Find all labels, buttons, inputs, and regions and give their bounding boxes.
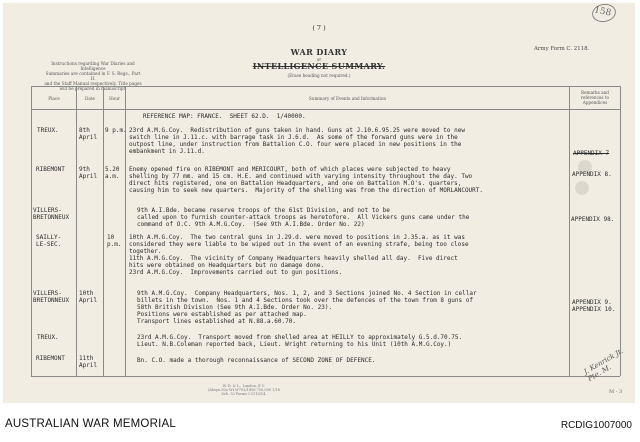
page-number: ( 7 ): [312, 24, 326, 32]
printer-imprint: W. D. & L., London, E.C. (Alwyn 50o Wt.W793/1456 750,000 1/18 Sch. 52 Forms C2118/14.: [207, 384, 281, 396]
header-hour: Hour: [109, 96, 120, 101]
entry-5-text: 9th A.M.G.Coy. Company Headquarters, Nos. 1, 2, and 3 Sections joined No. 4 Section in cellar billets in the town. Nos. 1 and 4 Sections took over the defences of the town from 8 guns of 58th British Division (See 9th A.I.Bde. Order No. 23). Positions were established as per attached map. Transport lines established at N.88.a.60.70.: [137, 290, 477, 325]
entry-3-place: VILLERS- BRETONNEUX: [33, 207, 70, 221]
right-border: [620, 86, 621, 376]
place-column-rule: [76, 86, 77, 376]
entry-3-text: 9th A.I.Bde. became reserve troops of the 61st Division, and not to be called upon to furnish counter-attack troops as heretofore. All Vickers guns came under the command of O.C. 9th A.M.G.Coy. (See 9th A.I.Bde. Order No. 22): [137, 207, 470, 228]
ink-stamp-2: [575, 181, 589, 195]
entry-7-text: Bn. C.O. made a thorough reconnaissance of SECOND ZONE OF DEFENCE.: [137, 357, 376, 364]
title-war-diary: WAR DIARY: [290, 47, 348, 57]
army-form-label: Army Form C. 2118.: [534, 46, 590, 52]
entry-1-hour: 9 p.m.: [105, 127, 127, 134]
entry-2-place: RIBEMONT: [36, 166, 65, 173]
instructions-note: Instructions regarding War Diaries and Intelligence Summaries are contained in F. S. Regs., Part II. and the Staff Manual respectively. Title pages will be prepared in manuscript.: [44, 61, 142, 91]
reference-map: REFERENCE MAP: FRANCE. SHEET 62.D. 1/40000.: [143, 113, 306, 120]
entry-7-place: RIBEMONT: [36, 355, 65, 362]
title-or: or: [316, 57, 322, 62]
entry-2-date: 9th April: [79, 166, 98, 180]
entry-5-appendices: APPENDIX 9. APPENDIX 10.: [572, 299, 616, 313]
entry-1-date: 8th April: [79, 127, 98, 141]
summary-column-rule: [569, 86, 570, 376]
handwritten-page-number: 158: [593, 5, 613, 19]
table-top-rule: [31, 86, 620, 87]
entry-1-place: TREUX.: [37, 127, 59, 134]
table-bottom-rule: [31, 376, 620, 377]
header-remarks: Remarks and references to Appendices: [580, 90, 610, 105]
diary-page: [3, 3, 635, 403]
entry-5-place: VILLERS- BRETONNEUX: [33, 290, 70, 304]
entry-6-text: 23rd A.M.G.Coy. Transport moved from shelled area at HEILLY to approximately G.5.d.70.75. Lieut. N.B.Coleman reported back, Lieut. Wright returning to his Unit (10th A.M.G.Coy.): [137, 334, 463, 348]
header-summary: Summary of Events and Information: [308, 96, 387, 101]
left-border: [31, 86, 32, 376]
header-place: Place: [48, 96, 60, 101]
header-date: Date: [84, 96, 95, 101]
archive-reference-id: RCDIG1007000: [560, 420, 632, 431]
entry-7-date: 11th April: [79, 355, 98, 369]
header-bottom-rule: [31, 109, 620, 110]
corner-mark: M - 3: [609, 389, 623, 395]
struck-appendix-7: APPENDIX 7: [573, 150, 610, 157]
erase-heading-note: (Erase heading not required.): [287, 73, 351, 78]
entry-3-appendix: APPENDIX 98.: [571, 216, 615, 223]
archive-credit: AUSTRALIAN WAR MEMORIAL: [5, 418, 176, 430]
entry-5-date: 10th April: [79, 290, 98, 304]
entry-4-hour: 10 p.m.: [107, 234, 122, 248]
date-column-rule: [103, 86, 104, 376]
entry-2-text: Enemy opened fire on RIBEMONT and MERICOURT, both of which places were subjected to heavy shelling by 77 mm. and 15 cm. H.E. and continued with varying intensity throughout the day. Two direct hits registered, one on Battalion Headquarters, and one on Battalion M.O's. quarters, causing him to seek new quarters. Majority of the shelling was from the direction of MORLANCOURT.: [129, 166, 484, 194]
title-intelligence-summary: INTELLIGENCE SUMMARY.: [252, 61, 386, 71]
entry-6-place: TREUX.: [37, 334, 59, 341]
entry-2-hour: 5.20 a.m.: [105, 166, 120, 180]
entry-1-text: 23rd A.M.G.Coy. Redistribution of guns taken in hand. Guns at J.10.6.95.25 were moved to new switch line in J.11.c. with barrage task in J.6.d. As some of the forward guns were in the outpost line, under instruction from Battalion C.O. four were placed in new positions in the embankment in J.11.d.: [129, 127, 465, 155]
entry-4-place: SAILLY- LE-SEC.: [36, 234, 62, 248]
entry-4-text: 10th A.M.G.Coy. The two central guns in J.29.d. were moved to positions in J.35.a. as it was considered they were liable to be wiped out in the event of an evening strafe, being too close together. 11th A.M.G.Coy. The vicinity of Company Headquarters heavily shelled all day. Five direct hits were obtained on Headquarters but no damage done. 23rd A.M.G.Coy. Improvements carried out to gun positions.: [129, 234, 469, 276]
handwritten-signature: J. Kenrick Jt. Pte. M.: [582, 346, 625, 383]
entry-2-appendix: APPENDIX 8.: [572, 171, 612, 178]
